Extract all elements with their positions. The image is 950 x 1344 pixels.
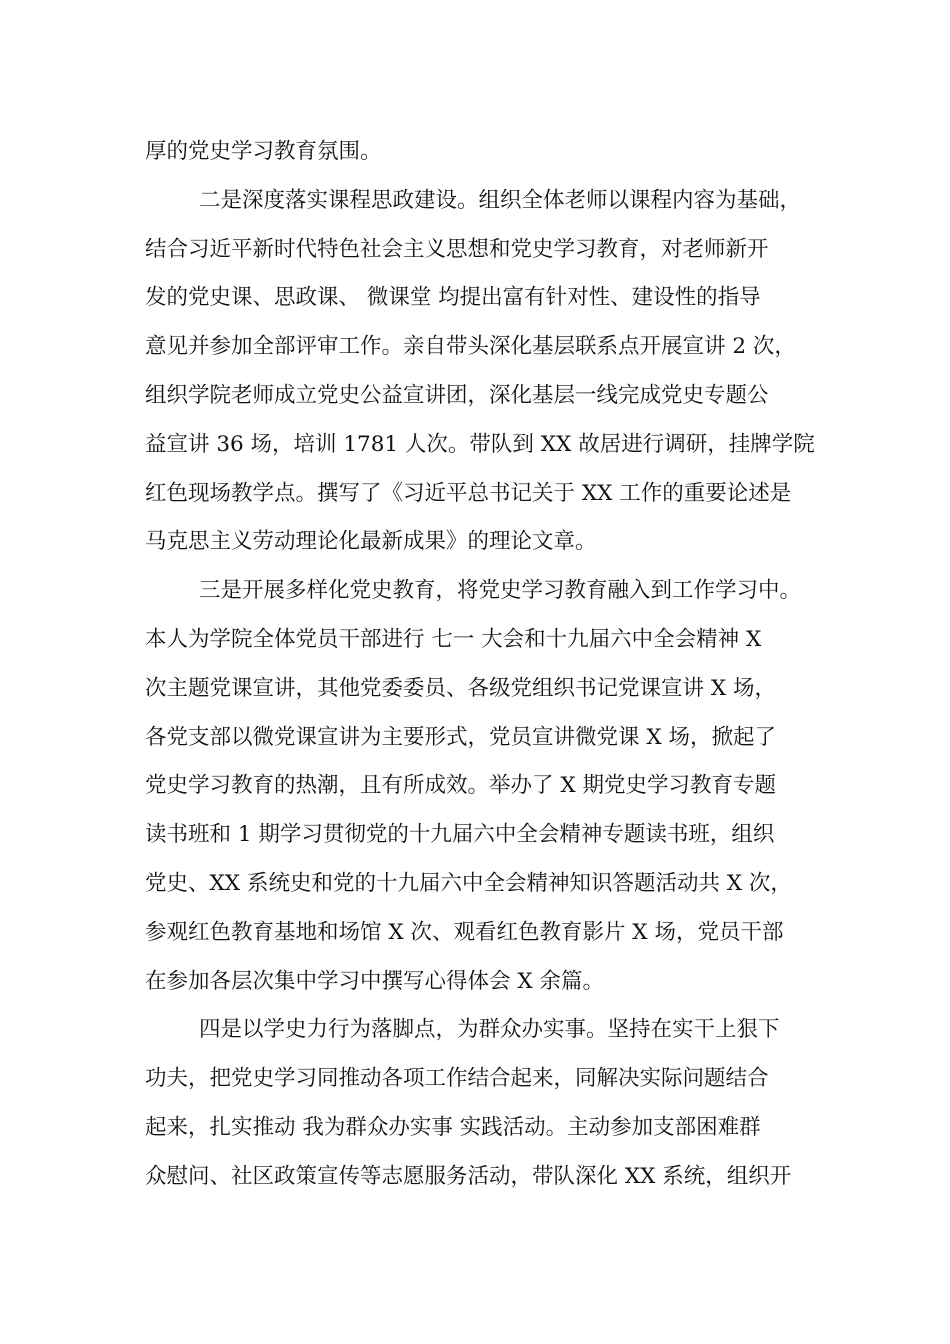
text-line: 党史学习教育的热潮，且有所成效。举办了 X 期党史学习教育专题	[145, 773, 776, 799]
text-line: 各党支部以微党课宣讲为主要形式，党员宣讲微党课 X 场，掀起了	[145, 724, 776, 750]
paragraph-first-line: 四是以学史力行为落脚点，为群众办实事。坚持在实干上狠下	[199, 1017, 780, 1043]
text-line: 厚的党史学习教育氛围。	[145, 139, 382, 164]
text-line: 党史、XX 系统史和党的十九届六中全会精神知识答题活动共 X 次，	[145, 870, 792, 896]
text-line: 意见并参加全部评审工作。亲自带头深化基层联系点开展宣讲 2 次，	[145, 334, 796, 360]
text-line: 起来，扎实推动 我为群众办实事 实践活动。主动参加支部困难群	[145, 1114, 761, 1140]
text-line: 益宣讲 36 场，培训 1781 人次。带队到 XX 故居进行调研，挂牌学院	[145, 431, 815, 457]
document-body	[145, 128, 835, 1202]
text-line: 红色现场教学点。撰写了《习近平总书记关于 XX 工作的重要论述是	[145, 480, 792, 506]
text-line: 次主题党课宣讲，其他党委委员、各级党组织书记党课宣讲 X 场，	[145, 675, 776, 701]
paragraph-first-line: 二是深度落实课程思政建设。组织全体老师以课程内容为基础，	[199, 187, 802, 213]
text-line: 本人为学院全体党员干部进行 七一 大会和十九届六中全会精神 X	[145, 626, 762, 652]
text-line: 读书班和 1 期学习贯彻党的十九届六中全会精神专题读书班，组织	[145, 822, 775, 848]
paragraph-first-line: 三是开展多样化党史教育，将党史学习教育融入到工作学习中。	[199, 578, 802, 604]
text-line: 马克思主义劳动理论化最新成果》的理论文章。	[145, 529, 597, 555]
text-line: 结合习近平新时代特色社会主义思想和党史学习教育，对老师新开	[145, 236, 769, 262]
text-line: 众慰问、社区政策宣传等志愿服务活动，带队深化 XX 系统，组织开	[145, 1163, 792, 1189]
text-line: 在参加各层次集中学习中撰写心得体会 X 余篇。	[145, 968, 604, 994]
text-line: 组织学院老师成立党史公益宣讲团，深化基层一线完成党史专题公	[145, 382, 769, 408]
text-line: 参观红色教育基地和场馆 X 次、观看红色教育影片 X 场，党员干部	[145, 919, 784, 945]
text-line: 发的党史课、思政课、 微课堂 均提出富有针对性、建设性的指导	[145, 285, 761, 311]
text-line: 功夫，把党史学习同推动各项工作结合起来，同解决实际问题结合	[145, 1066, 769, 1092]
